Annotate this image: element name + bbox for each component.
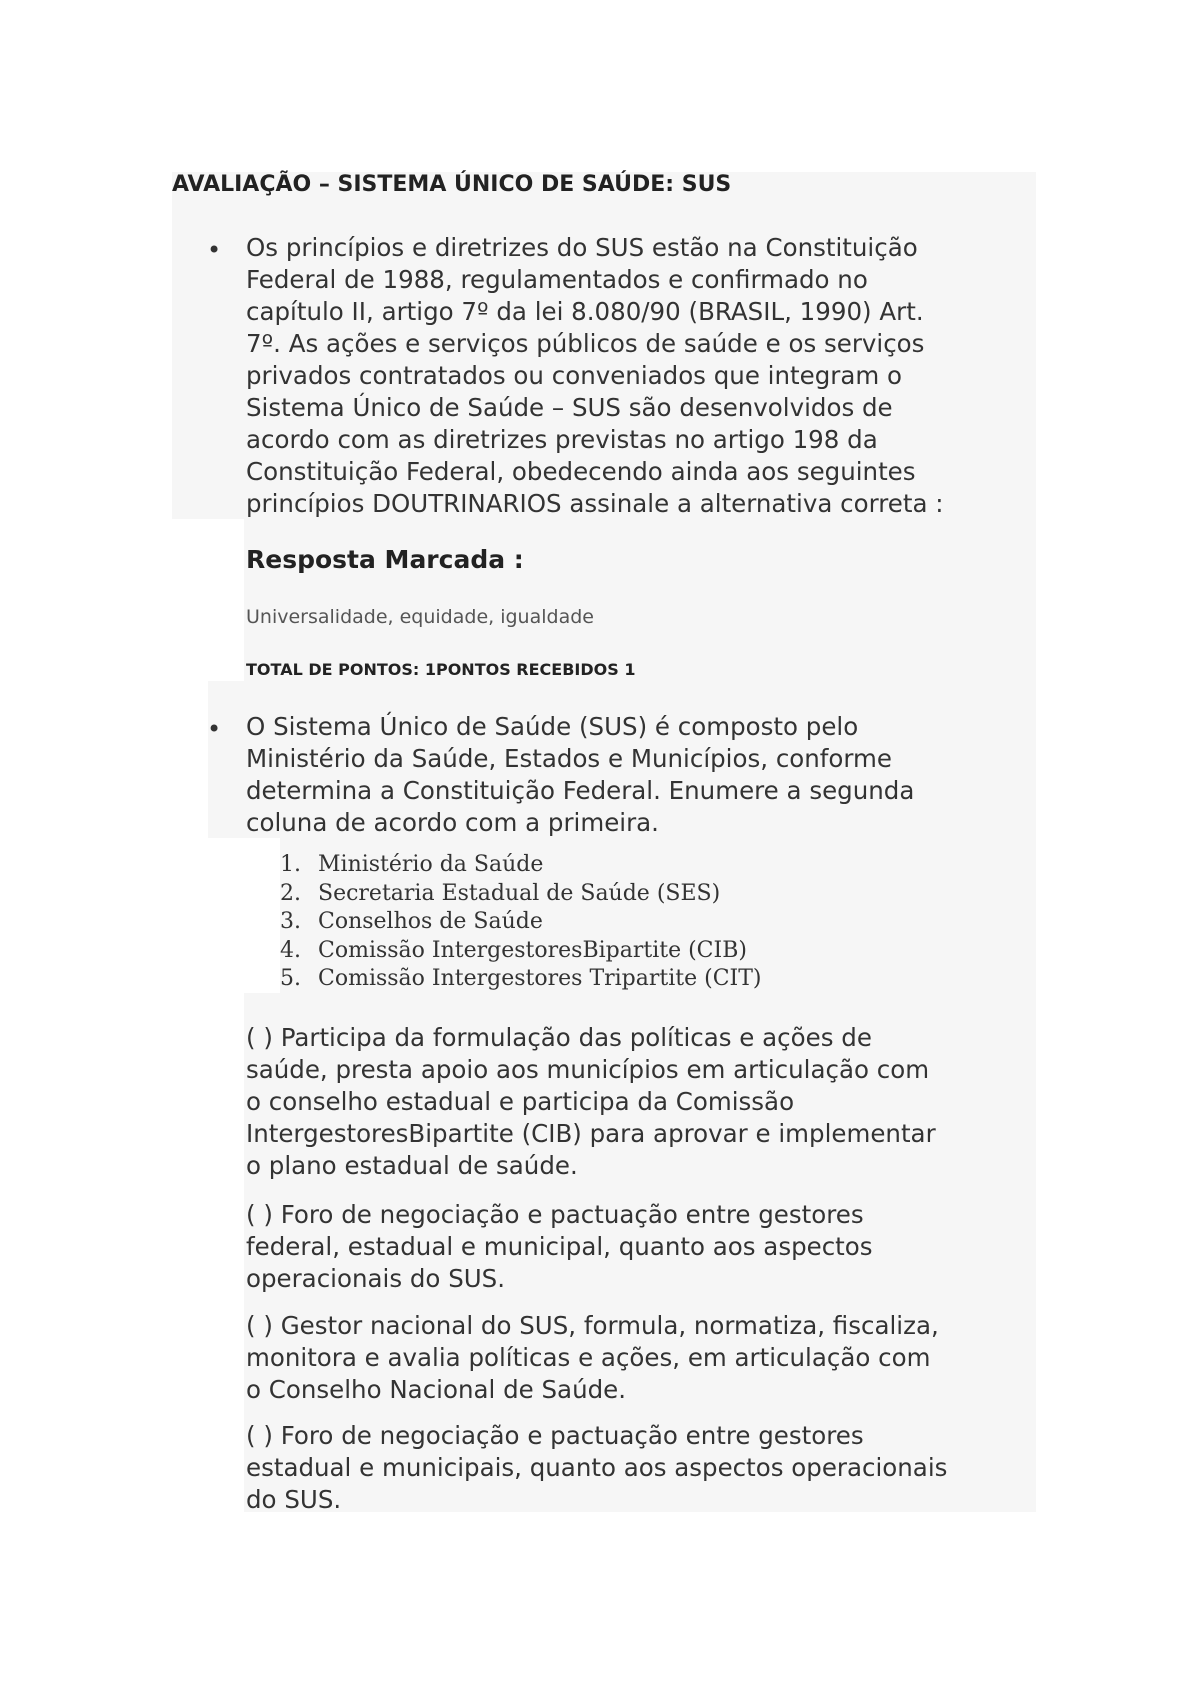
question-2-text: [246, 711, 914, 839]
question-1-line: capítulo II, artigo 7º da lei 8.080/90 (BRASIL, 1990) Art.: [246, 297, 924, 326]
question-1-line: privados contratados ou conveniados que integram o: [246, 361, 902, 390]
option-1: [246, 1022, 1046, 1182]
list-item-label: Secretaria Estadual de Saúde (SES): [318, 880, 721, 906]
option-4: [246, 1420, 1046, 1516]
option-line: ( ) Foro de negociação e pactuação entre gestores: [246, 1200, 864, 1229]
option-line: estadual e municipais, quanto aos aspectos operacionais: [246, 1453, 948, 1482]
option-line: saúde, presta apoio aos municípios em articulação com: [246, 1055, 930, 1084]
question-1-line: 7º. As ações e serviços públicos de saúde e os serviços: [246, 329, 925, 358]
option-line: o Conselho Nacional de Saúde.: [246, 1375, 627, 1404]
question-1-bullet: •: [207, 236, 222, 264]
option-line: ( ) Foro de negociação e pactuação entre gestores: [246, 1421, 864, 1450]
question-1-line: princípios DOUTRINARIOS assinale a alternativa correta :: [246, 489, 944, 518]
option-line: o plano estadual de saúde.: [246, 1151, 578, 1180]
answer-background: [244, 519, 1036, 681]
list-item-label: Comissão IntergestoresBipartite (CIB): [318, 937, 747, 963]
option-line: o conselho estadual e participa da Comissão: [246, 1087, 795, 1116]
list-item-label: Conselhos de Saúde: [318, 909, 543, 934]
points-summary: TOTAL DE PONTOS: 1PONTOS RECEBIDOS 1: [246, 660, 636, 679]
list-item-label: Ministério da Saúde: [318, 852, 544, 877]
option-3: [246, 1310, 1046, 1406]
question-2-bullet: •: [207, 715, 222, 743]
list-item: 3. Conselhos de Saúde: [280, 909, 543, 934]
question-2-line: Ministério da Saúde, Estados e Municípios, conforme: [246, 744, 892, 773]
option-line: operacionais do SUS.: [246, 1264, 506, 1293]
question-1-line: Constituição Federal, obedecendo ainda aos seguintes: [246, 457, 916, 486]
answer-value: Universalidade, equidade, igualdade: [246, 606, 594, 628]
list-item: 4. Comissão IntergestoresBipartite (CIB): [280, 937, 747, 963]
entity-list: [280, 851, 761, 994]
question-1-line: Federal de 1988, regulamentados e confirmado no: [246, 265, 868, 294]
question-2-line: O Sistema Único de Saúde (SUS) é composto pelo: [246, 712, 859, 741]
question-1-line: Sistema Único de Saúde – SUS são desenvolvidos de: [246, 393, 893, 422]
answer-label: Resposta Marcada :: [246, 545, 524, 574]
option-line: ( ) Participa da formulação das políticas e ações de: [246, 1023, 872, 1052]
question-1-line: Os princípios e diretrizes do SUS estão na Constituição: [246, 233, 918, 262]
option-2: [246, 1199, 1046, 1295]
list-item: 2. Secretaria Estadual de Saúde (SES): [280, 880, 721, 906]
option-line: do SUS.: [246, 1485, 342, 1514]
document-title: AVALIAÇÃO – SISTEMA ÚNICO DE SAÚDE: SUS: [172, 172, 732, 197]
question-2-line: coluna de acordo com a primeira.: [246, 808, 659, 837]
option-line: IntergestoresBipartite (CIB) para aprovar e implementar: [246, 1119, 936, 1148]
option-line: ( ) Gestor nacional do SUS, formula, normatiza, fiscaliza,: [246, 1311, 939, 1340]
list-item-label: Comissão Intergestores Tripartite (CIT): [318, 966, 762, 991]
list-item: 5. Comissão Intergestores Tripartite (CIT): [280, 966, 762, 991]
list-item: 1. Ministério da Saúde: [280, 852, 544, 877]
question-1-line: acordo com as diretrizes previstas no artigo 198 da: [246, 425, 878, 454]
option-line: federal, estadual e municipal, quanto aos aspectos: [246, 1232, 873, 1261]
option-line: monitora e avalia políticas e ações, em articulação com: [246, 1343, 931, 1372]
question-2-line: determina a Constituição Federal. Enumere a segunda: [246, 776, 915, 805]
question-1-text: [246, 232, 944, 520]
